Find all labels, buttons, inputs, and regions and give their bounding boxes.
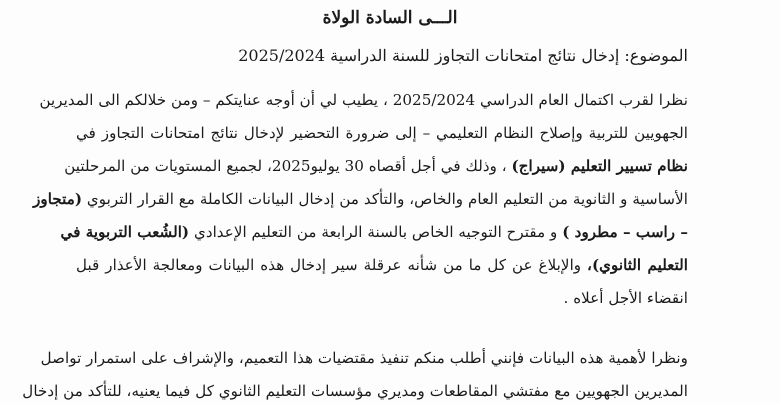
- addressee-heading: الـــى السادة الولاة: [322, 8, 458, 28]
- paragraph-line: الجهويين للتربية وإصلاح النظام التعليمي – إلى ضرورة التحضير لإدخال نتائج امتحانات التجاوز في: [76, 124, 688, 142]
- system-name-bold: نظام تسيير التعليم (سيراج): [511, 157, 688, 175]
- streams-bold: (الشُعب التربوية في: [60, 223, 190, 241]
- paragraph-text: و مقترح التوجيه الخاص بالسنة الرابعة من التعليم الإعدادي: [193, 223, 558, 241]
- paragraph-results-entry: [33, 84, 689, 315]
- decision-bold: (متجاوز: [33, 190, 83, 208]
- paragraph-line: نظرا لقرب اكتمال العام الدراسي 2025/2024 ، يطيب لي أن أوجه عنايتكم – ومن خلالكم الى المديرين: [39, 91, 688, 109]
- paragraph-line: انقضاء الأجل أعلاه .: [563, 289, 688, 307]
- paragraph-line: [76, 249, 688, 282]
- subject-line: الموضوع: إدخال نتائج امتحانات التجاوز للسنة الدراسية 2025/2024: [238, 46, 688, 65]
- paragraph-text: ، وذلك في أجل أقصاه 30 يوليو2025، لجميع المستويات من المرحلتين: [64, 157, 507, 175]
- paragraph-line: [64, 150, 688, 183]
- streams-bold: التعليم الثانوي)،: [587, 256, 689, 274]
- paragraph-text: الأساسية و الثانوية من التعليم العام والخاص، والتأكد من إدخال البيانات الكاملة مع القرار التربوي: [86, 190, 688, 208]
- paragraph-line: [60, 216, 688, 249]
- paragraph-line: [33, 183, 688, 216]
- paragraph-line: المديرين الجهويين مع مفتشي المقاطعات ومديري مؤسسات التعليم الثانوي كل فيما يعنيه، للتأكد من إدخال: [22, 382, 688, 400]
- paragraph-text: والإبلاغ عن كل ما من شأنه عرقلة سير إدخال هذه البيانات ومعالجة الأعذار قبل: [76, 256, 582, 274]
- paragraph-supervision: [22, 342, 688, 405]
- paragraph-line: ونظرا لأهمية هذه البيانات فإنني أطلب منكم تنفيذ مقتضيات هذا التعميم، والإشراف على استمرار تواصل: [40, 349, 688, 367]
- decision-bold: – راسب – مطرود ): [562, 223, 688, 241]
